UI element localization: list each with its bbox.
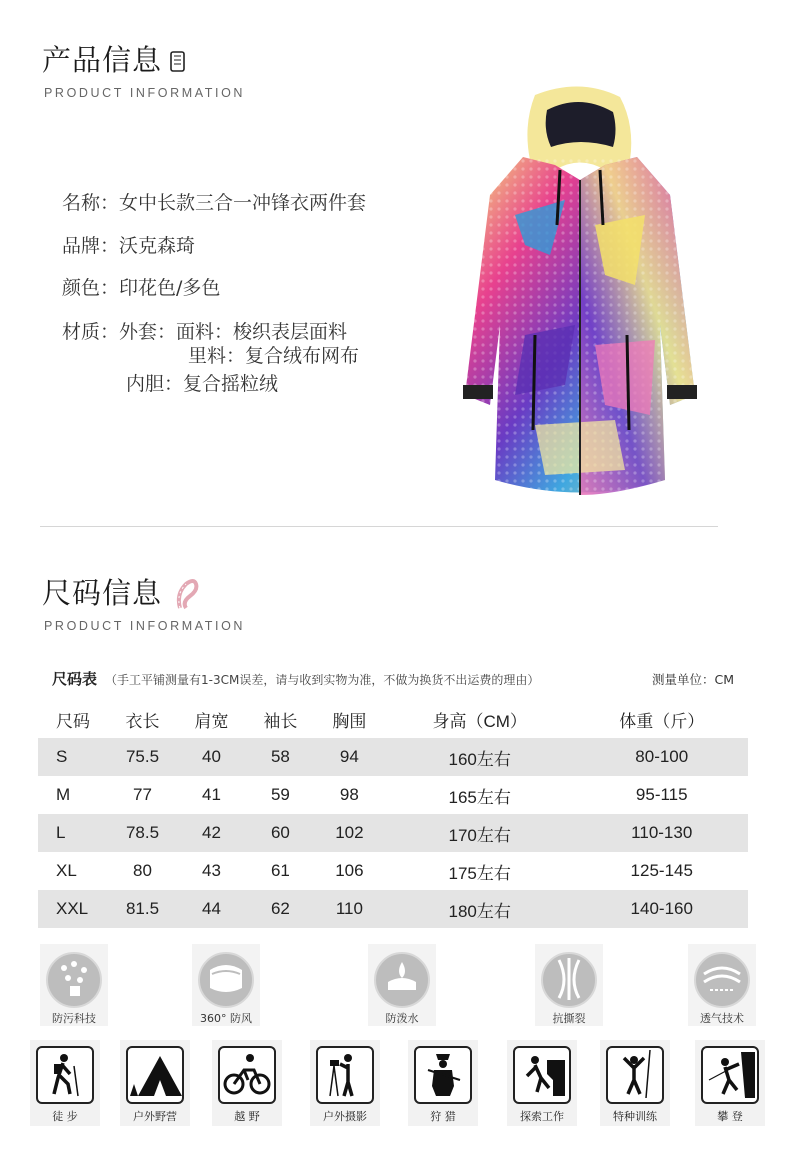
feature-label: 防污科技 (52, 1012, 96, 1025)
hiking-icon (30, 1040, 100, 1106)
table-cell: 110 (315, 890, 384, 928)
brand-label: 品牌： (62, 235, 120, 257)
table-cell: 160左右 (384, 738, 576, 776)
table-cell: XL (56, 861, 77, 880)
table-cell: 175左右 (448, 863, 511, 883)
size-table (38, 700, 748, 928)
table-cell: 42 (177, 814, 246, 852)
table-row (38, 890, 748, 928)
table-cell: L (38, 814, 108, 852)
activity-climbing (695, 1040, 765, 1126)
inner-value: 复合摇粒绒 (183, 373, 279, 395)
hunting-icon (408, 1040, 478, 1106)
breathable-icon (688, 944, 756, 1010)
feature-breathable (688, 944, 756, 1026)
activity-photography (310, 1040, 380, 1126)
brand-value: 沃克森琦 (119, 235, 196, 257)
header-cell: 尺码 (56, 711, 90, 731)
brand-row (62, 231, 195, 258)
header-cell: 袖长 (263, 711, 298, 731)
climbing-icon (695, 1040, 765, 1106)
activity-hiking (30, 1040, 100, 1126)
unit-note: 测量单位：CM (652, 672, 735, 687)
table-cell: 102 (315, 814, 384, 852)
feature-label: 抗撕裂 (552, 1012, 586, 1025)
table-cell: 60 (246, 814, 315, 852)
header-cell: 体重（斤） (619, 711, 705, 731)
activity-training (600, 1040, 670, 1126)
table-cell: 40 (177, 738, 246, 776)
size-info-subtitle: PRODUCT INFORMATION (44, 619, 246, 633)
activity-cycling (212, 1040, 282, 1126)
feature-label: 360° 防风 (200, 1012, 252, 1025)
photography-icon (310, 1040, 380, 1106)
table-cell: 58 (246, 738, 315, 776)
table-row (38, 814, 748, 852)
feature-water-repellent (368, 944, 436, 1026)
activity-label: 越 野 (234, 1110, 260, 1123)
table-cell: 41 (201, 785, 221, 804)
product-info-title: 产品信息 (42, 43, 163, 77)
activity-label: 狩 猎 (430, 1110, 456, 1123)
face-value: 梭织表层面料 (233, 321, 348, 343)
name-label: 名称： (62, 192, 120, 214)
table-cell: XXL (38, 890, 108, 928)
table-cell: 94 (315, 738, 384, 776)
table-cell: 125-145 (630, 861, 693, 880)
feature-stain-resistant (40, 944, 108, 1026)
table-cell: 170左右 (384, 814, 576, 852)
table-cell: 43 (201, 861, 221, 880)
windproof-icon (192, 944, 260, 1010)
activity-label: 攀 登 (717, 1110, 743, 1123)
section-divider (40, 526, 718, 527)
table-row (38, 776, 748, 814)
measuring-tape-icon (172, 576, 200, 612)
exploration-icon (507, 1040, 577, 1106)
table-cell: 75.5 (108, 738, 177, 776)
inner-row (126, 369, 278, 396)
activity-exploration (507, 1040, 577, 1126)
table-cell: 80 (133, 861, 152, 880)
feature-windproof (192, 944, 260, 1026)
header-cell: 衣长 (125, 711, 160, 731)
product-info-subtitle: PRODUCT INFORMATION (44, 86, 246, 100)
header-cell: 肩宽 (194, 711, 229, 731)
table-cell: 95-115 (635, 785, 688, 804)
table-cell: 44 (177, 890, 246, 928)
color-label: 颜色： (62, 277, 120, 299)
table-cell: 62 (246, 890, 315, 928)
lining-label: 里料： (188, 345, 246, 367)
table-cell: M (56, 785, 71, 804)
activity-label: 探索工作 (520, 1110, 564, 1123)
table-cell: 106 (335, 861, 364, 880)
water-repellent-icon (368, 944, 436, 1010)
material-label: 材质： (62, 321, 120, 343)
inner-label: 内胆： (126, 373, 184, 395)
activity-label: 特种训练 (613, 1110, 657, 1123)
table-cell: 61 (270, 861, 290, 880)
header-cell: 胸围 (332, 711, 367, 731)
activity-label: 户外野营 (133, 1110, 177, 1123)
activity-camping (120, 1040, 190, 1126)
table-cell: 80-100 (576, 738, 749, 776)
feature-tear-resistant (535, 944, 603, 1026)
activity-label: 户外摄影 (323, 1110, 367, 1123)
table-cell: S (38, 738, 108, 776)
training-icon (600, 1040, 670, 1106)
face-label: 面料： (176, 321, 234, 343)
table-cell: 180左右 (384, 890, 576, 928)
table-cell: 77 (133, 785, 152, 804)
outer-label: 外套： (119, 321, 177, 343)
size-info-title: 尺码信息 (42, 576, 163, 610)
name-value: 女中长款三合一冲锋衣两件套 (119, 192, 367, 214)
activity-label: 徒 步 (52, 1110, 78, 1123)
size-table-disclaimer: （手工平铺测量有1-3CM误差，请与收到实物为准，不做为换货不出运费的理由） (105, 673, 540, 687)
tear-resistant-icon (535, 944, 603, 1010)
table-row (38, 738, 748, 776)
feature-label: 防泼水 (385, 1012, 419, 1025)
table-cell: 110-130 (576, 814, 749, 852)
size-table-title: 尺码表 (52, 670, 98, 688)
camping-icon (120, 1040, 190, 1106)
table-cell: 78.5 (108, 814, 177, 852)
table-cell: 81.5 (108, 890, 177, 928)
header-cell: 身高（CM） (432, 711, 527, 731)
table-cell: 140-160 (576, 890, 749, 928)
activity-hunting (408, 1040, 478, 1126)
table-cell: 165左右 (448, 787, 511, 807)
size-table-header (38, 700, 748, 738)
table-cell: 59 (270, 785, 290, 804)
lining-row (188, 341, 359, 368)
jacket-image (455, 85, 705, 500)
name-row (62, 188, 366, 215)
size-table-note (52, 668, 539, 689)
table-cell: 98 (339, 785, 359, 804)
material-row (62, 317, 347, 344)
lining-value: 复合绒布网布 (245, 345, 360, 367)
phone-icon (169, 50, 187, 74)
color-value: 印花色/多色 (119, 277, 221, 299)
table-row (38, 852, 748, 890)
cycling-icon (212, 1040, 282, 1106)
color-row (62, 273, 220, 300)
feature-label: 透气技术 (700, 1012, 744, 1025)
stain-resistant-icon (40, 944, 108, 1010)
